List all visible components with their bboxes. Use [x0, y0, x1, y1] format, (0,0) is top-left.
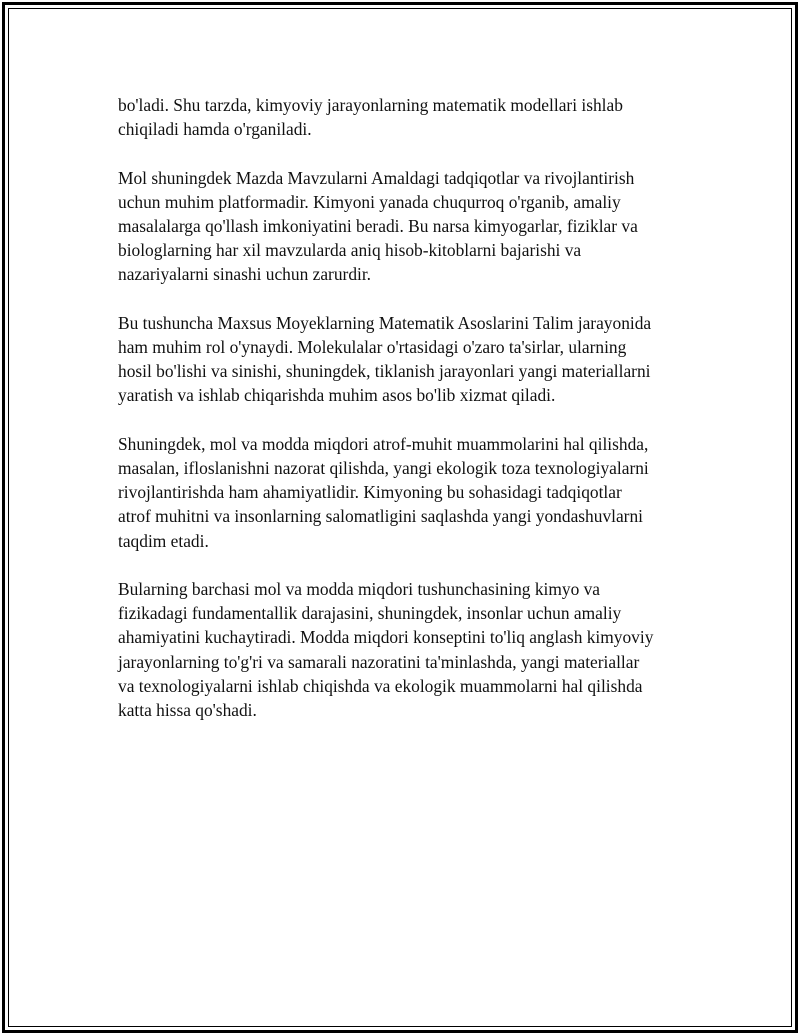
paragraph-1: bo'ladi. Shu tarzda, kimyoviy jarayonlarning matematik modellari ishlab chiqiladi hamda o'rganiladi. — [118, 95, 623, 140]
paragraph-4: Shuningdek, mol va modda miqdori atrof-muhit muammolarini hal qilishda, masalan, ifloslanishni nazorat qilishda, yangi ekologik toza texnologiyalarni rivojlantirishda ham ahamiyatlidir. Kimyoning bu sohasidagi tadqiqotlar atrof muhitni va insonlarning salomatligini saqlashda yangi yondashuvlarni taqdim etadi. — [118, 433, 649, 551]
document-body — [118, 93, 704, 746]
paragraph-3: Bu tushuncha Maxsus Moyeklarning Matematik Asoslarini Talim jarayonida ham muhim rol o'ynaydi. Molekulalar o'rtasidagi o'zaro ta'sirlar, ularning hosil bo'lishi va sinishi, shuningdek, tiklanish jarayonlari yangi materiallarni yaratish va ishlab chiqarishda muhim asos bo'lib xizmat qiladi. — [118, 312, 652, 406]
paragraph-5: Bularning barchasi mol va modda miqdori tushunchasining kimyo va fizikadagi fundamentallik darajasini, shuningdek, insonlar uchun amaliy ahamiyatini kuchaytiradi. Modda miqdori konseptini to'liq anglash kimyoviy jarayonlarning to'g'ri va samarali nazoratini ta'minlashda, yangi materiallar va texnologiyalarni ishlab chiqishda va ekologik muammolarni hal qilishda katta hissa qo'shadi. — [118, 579, 654, 721]
paragraph-2: Mol shuningdek Mazda Mavzularni Amaldagi tadqiqotlar va rivojlantirish uchun muhim platformadir. Kimyoni yanada chuqurroq o'rganib, amaliy masalalarga qo'llash imkoniyatini beradi. Bu narsa kimyogarlar, fiziklar va biologlarning har xil mavzularda aniq hisob-kitoblarni bajarishi va nazariyalarni sinashi uchun zarurdir. — [118, 167, 638, 285]
